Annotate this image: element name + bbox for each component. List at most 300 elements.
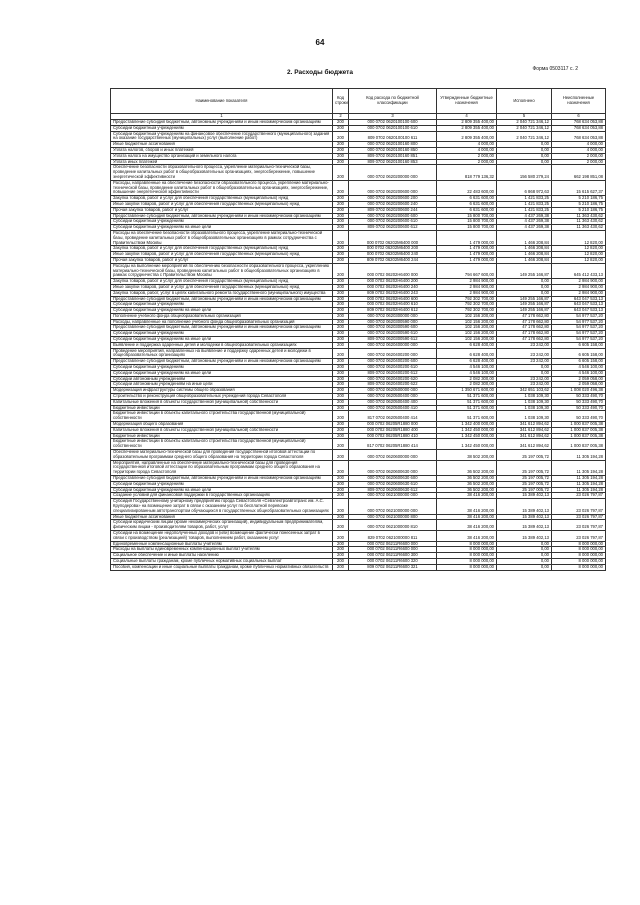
row-budget-code: 809 0702 0620100160 851 <box>349 153 437 159</box>
row-budget-code: 809 0702 0620100100 611 <box>349 131 437 142</box>
row-name: Субсидии бюджетным учреждениям на финансовое обеспечение государственного (муниципального) задания на оказание государственных (муниципальных) услуг (выполнение работ) <box>111 131 333 142</box>
row-approved-amount: 2 000,00 <box>437 159 497 165</box>
row-approved-amount: 38 416 200,00 <box>437 499 497 514</box>
row-executed-amount: 0,00 <box>497 290 552 296</box>
row-budget-code: 000 0702 0620200600 240 <box>349 201 437 207</box>
row-name: Уплата иных платежей <box>111 159 333 165</box>
row-executed-amount: 1 038 109,30 <box>497 411 552 422</box>
header-executed: Исполнено <box>497 89 552 114</box>
row-approved-amount: 2 809 355 400,00 <box>437 125 497 131</box>
row-approved-amount: 4 000,00 <box>437 142 497 148</box>
row-budget-code: 000 0702 0620300590 600 <box>349 325 437 331</box>
row-line-code: 200 <box>333 219 349 225</box>
row-budget-code: 000 0702 0620600630 000 <box>349 460 437 475</box>
row-executed-amount: 4 437 269,38 <box>497 213 552 219</box>
row-approved-amount: 15 800 700,00 <box>437 213 497 219</box>
row-remaining-amount: 23 026 797,87 <box>552 493 606 499</box>
row-name: Прочая закупка товаров, работ и услуг <box>111 207 333 213</box>
row-executed-amount: 341 612 894,62 <box>497 433 552 439</box>
row-executed-amount: 25 197 005,72 <box>497 487 552 493</box>
row-remaining-amount: 12 820,00 <box>552 257 606 263</box>
row-budget-code: 817 0702 0620500400 414 <box>349 411 437 422</box>
row-approved-amount: 818 779 136,32 <box>437 165 497 180</box>
row-executed-amount: 47 178 662,80 <box>497 337 552 343</box>
row-remaining-amount: 8 000 000,00 <box>552 558 606 564</box>
row-line-code: 200 <box>333 564 349 570</box>
row-line-code: 200 <box>333 125 349 131</box>
row-name: Иные бюджетные ассигнования <box>111 514 333 520</box>
row-line-code: 200 <box>333 230 349 245</box>
row-remaining-amount: 1 000 837 005,38 <box>552 439 606 450</box>
row-approved-amount: 4 546 100,00 <box>437 370 497 376</box>
row-approved-amount: 2 809 355 400,00 <box>437 131 497 142</box>
row-executed-amount: 25 197 005,72 <box>497 476 552 482</box>
row-name: Капитальные вложения в объекты государственной (муниципальной) собственности <box>111 427 333 433</box>
row-name: Субсидия Государственному унитарному предприятию города Севастополя «Севэлектроавтотранс им. А.С. Круподерова» на возмещение затрат в связи с оказанием услуг по бесплатной перевозке специализированным автотранспортом обучающихся в государственных общеобразовательных организациях <box>111 499 333 514</box>
row-name: Закупка товаров, работ и услуг для обеспечения государственных (муниципальных) нужд <box>111 279 333 285</box>
row-executed-amount: 2 040 721 346,12 <box>497 120 552 126</box>
row-remaining-amount: 1 008 020 496,38 <box>552 388 606 394</box>
row-remaining-amount: 11 363 430,62 <box>552 213 606 219</box>
row-executed-amount: 149 255 166,87 <box>497 263 552 278</box>
row-executed-amount: 23 242,00 <box>497 342 552 348</box>
row-budget-code: 000 0702 0620600000 000 <box>349 450 437 461</box>
table-row <box>111 180 606 195</box>
row-line-code: 200 <box>333 411 349 422</box>
row-line-code: 200 <box>333 376 349 382</box>
row-name: Социальные выплаты гражданам, кроме публичных нормативных социальных выплат <box>111 558 333 564</box>
row-remaining-amount: 54 977 537,20 <box>552 319 606 325</box>
row-remaining-amount: 11 363 430,62 <box>552 225 606 231</box>
table-row <box>111 165 606 180</box>
row-remaining-amount: 1 000 837 005,38 <box>552 427 606 433</box>
row-remaining-amount: 12 820,00 <box>552 252 606 258</box>
row-approved-amount: 6 631 600,00 <box>437 207 497 213</box>
row-remaining-amount: 645 412 433,13 <box>552 263 606 278</box>
row-executed-amount: 25 197 005,72 <box>497 481 552 487</box>
row-budget-code: 000 0702 0620400200 000 <box>349 348 437 359</box>
row-executed-amount: 4 437 269,38 <box>497 225 552 231</box>
row-line-code: 200 <box>333 553 349 559</box>
table-row <box>111 230 606 245</box>
row-executed-amount: 342 651 103,62 <box>497 388 552 394</box>
row-name: Закупка товаров, работ, услуг в целях капитального ремонта государственного (муниципального) имущества <box>111 290 333 296</box>
row-line-code: 200 <box>333 225 349 231</box>
row-line-code: 200 <box>333 530 349 541</box>
row-approved-amount: 51 371 600,00 <box>437 405 497 411</box>
row-budget-code: 000 0702 06202Н6400 240 <box>349 284 437 290</box>
row-executed-amount: 0,00 <box>497 564 552 570</box>
row-name: Модернизация инфраструктуры системы общего образования <box>111 388 333 394</box>
row-name: Модернизация общего образования <box>111 422 333 428</box>
row-budget-code: 000 0702 0621000000 000 <box>349 493 437 499</box>
row-name: Субсидии бюджетным учреждениям на иные цели <box>111 337 333 343</box>
row-line-code: 200 <box>333 433 349 439</box>
row-approved-amount: 51 371 600,00 <box>437 394 497 400</box>
row-approved-amount: 1 342 450 000,00 <box>437 433 497 439</box>
table-row <box>111 530 606 541</box>
row-remaining-amount: 8 000 000,00 <box>552 553 606 559</box>
row-line-code: 200 <box>333 257 349 263</box>
row-name: Пополнение учебного фонда общеобразовательных организаций <box>111 313 333 319</box>
row-budget-code: 000 0702 0620100160 800 <box>349 142 437 148</box>
row-name: Субсидии на возмещение недополученных доходов и (или) возмещение фактически понесенных затрат в связи с производством (реализацией) товаров, выполнением работ, оказанием услуг <box>111 530 333 541</box>
column-number: 3 <box>349 114 437 120</box>
row-remaining-amount: 50 333 490,70 <box>552 394 606 400</box>
row-remaining-amount: 11 305 194,28 <box>552 476 606 482</box>
row-budget-code: 809 0702 0620300590 612 <box>349 337 437 343</box>
row-budget-code: 000 0702 06202Н6400 610 <box>349 302 437 308</box>
row-line-code: 200 <box>333 337 349 343</box>
row-approved-amount: 2 984 900,00 <box>437 284 497 290</box>
row-line-code: 200 <box>333 394 349 400</box>
row-name: Создание условий для финансовой поддержки в государственных организациях <box>111 493 333 499</box>
row-line-code: 200 <box>333 439 349 450</box>
row-budget-code: 000 0702 0620200600 200 <box>349 196 437 202</box>
row-executed-amount: 0,00 <box>497 153 552 159</box>
row-remaining-amount: 768 634 053,88 <box>552 120 606 126</box>
row-budget-code: 000 0702 0620200600 610 <box>349 219 437 225</box>
row-line-code: 200 <box>333 296 349 302</box>
row-remaining-amount: 50 333 490,70 <box>552 411 606 422</box>
row-name: Субсидии бюджетным учреждениям на иные цели <box>111 308 333 314</box>
row-name: Иные бюджетные ассигнования <box>111 142 333 148</box>
row-budget-code: 000 0702 0620100100 600 <box>349 120 437 126</box>
row-executed-amount: 1 421 833,25 <box>497 201 552 207</box>
row-executed-amount: 47 178 662,80 <box>497 325 552 331</box>
row-line-code: 200 <box>333 308 349 314</box>
row-line-code: 200 <box>333 399 349 405</box>
row-name: Субсидии юридическим лицам (кроме некоммерческих организаций), индивидуальным предпринимателям, физическим лицам - производителям товаров, работ, услуг <box>111 520 333 531</box>
row-approved-amount: 6 628 400,00 <box>437 348 497 359</box>
row-approved-amount: 8 000 000,00 <box>437 564 497 570</box>
row-budget-code: 000 0702 0620400200 620 <box>349 376 437 382</box>
row-budget-code: 000 0702 06211R6600 300 <box>349 553 437 559</box>
table-header-row <box>111 89 606 114</box>
row-line-code: 200 <box>333 476 349 482</box>
row-approved-amount: 102 156 200,00 <box>437 313 497 319</box>
row-approved-amount: 6 628 400,00 <box>437 359 497 365</box>
row-approved-amount: 792 302 700,00 <box>437 296 497 302</box>
row-remaining-amount: 643 047 533,13 <box>552 308 606 314</box>
row-budget-code: 809 0702 06211R6600 321 <box>349 564 437 570</box>
row-remaining-amount: 6 605 158,00 <box>552 348 606 359</box>
column-number: 6 <box>552 114 606 120</box>
row-budget-code: 000 0702 06205R1880 400 <box>349 427 437 433</box>
row-budget-code: 809 0702 0620400200 622 <box>349 382 437 388</box>
header-code: Код расхода по бюджетной классификации <box>349 89 437 114</box>
row-approved-amount: 8 000 000,00 <box>437 547 497 553</box>
row-budget-code: 000 0702 06202Н6400 600 <box>349 296 437 302</box>
row-name: Предоставление субсидий бюджетным, автономным учреждениям и иным некоммерческим организациям <box>111 296 333 302</box>
table-row <box>111 499 606 514</box>
row-executed-amount: 47 178 662,80 <box>497 313 552 319</box>
row-executed-amount: 0,00 <box>497 558 552 564</box>
row-remaining-amount: 4 000,00 <box>552 142 606 148</box>
row-name: Субсидии бюджетным учреждениям на иные цели <box>111 487 333 493</box>
row-approved-amount: 38 502 200,00 <box>437 450 497 461</box>
row-approved-amount: 792 302 700,00 <box>437 308 497 314</box>
row-executed-amount: 1 466 208,84 <box>497 257 552 263</box>
row-remaining-amount: 4 546 100,00 <box>552 370 606 376</box>
row-line-code: 200 <box>333 359 349 365</box>
row-remaining-amount: 23 026 797,87 <box>552 514 606 520</box>
section-title: 2. Расходы бюджета <box>287 69 353 76</box>
row-budget-code: 000 0702 0621000000 800 <box>349 514 437 520</box>
row-remaining-amount: 11 305 194,28 <box>552 481 606 487</box>
row-remaining-amount: 11 363 430,62 <box>552 219 606 225</box>
row-executed-amount: 341 612 894,62 <box>497 422 552 428</box>
row-remaining-amount: 23 026 797,87 <box>552 520 606 531</box>
row-remaining-amount: 11 305 194,28 <box>552 450 606 461</box>
row-budget-code: 000 0702 0620200600 600 <box>349 213 437 219</box>
row-remaining-amount: 2 000,00 <box>552 153 606 159</box>
row-approved-amount: 4 546 100,00 <box>437 365 497 371</box>
row-name: Субсидии бюджетным учреждениям на иные цели <box>111 370 333 376</box>
row-remaining-amount: 5 210 186,75 <box>552 207 606 213</box>
row-executed-amount: 341 612 894,62 <box>497 427 552 433</box>
row-remaining-amount: 768 634 053,88 <box>552 131 606 142</box>
row-name: Иные закупки товаров, работ и услуг для обеспечения государственных (муниципальных) нужд <box>111 252 333 258</box>
row-line-code: 200 <box>333 514 349 520</box>
row-approved-amount: 36 502 200,00 <box>437 487 497 493</box>
row-line-code: 200 <box>333 520 349 531</box>
row-budget-code: 000 0702 0620500400 410 <box>349 405 437 411</box>
row-line-code: 200 <box>333 180 349 195</box>
row-budget-code: 000 0702 0620500000 000 <box>349 388 437 394</box>
row-name: Расходы, направленные на пополнение учебного фонда общеобразовательных организаций <box>111 319 333 325</box>
row-executed-amount: 15 389 402,13 <box>497 520 552 531</box>
row-remaining-amount: 54 977 537,20 <box>552 313 606 319</box>
row-approved-amount: 2 984 900,00 <box>437 290 497 296</box>
row-approved-amount: 38 416 200,00 <box>437 520 497 531</box>
header-line: Код строки <box>333 89 349 114</box>
row-line-code: 200 <box>333 499 349 514</box>
row-name: Уплата налога на имущество организаций и земельного налога <box>111 153 333 159</box>
row-line-code: 200 <box>333 147 349 153</box>
row-approved-amount: 8 000 000,00 <box>437 558 497 564</box>
row-budget-code: 000 0702 06211R6600 320 <box>349 558 437 564</box>
row-line-code: 200 <box>333 142 349 148</box>
header-approved: Утвержденные бюджетные назначения <box>437 89 497 114</box>
row-remaining-amount: 6 605 158,00 <box>552 359 606 365</box>
row-executed-amount: 0,00 <box>497 541 552 547</box>
row-line-code: 200 <box>333 331 349 337</box>
row-line-code: 200 <box>333 252 349 258</box>
row-budget-code: 000 0702 0620400200 600 <box>349 359 437 365</box>
row-budget-code: 000 0702 06202М6400 200 <box>349 246 437 252</box>
table-row <box>111 411 606 422</box>
row-approved-amount: 1 350 671 600,00 <box>437 388 497 394</box>
row-name: Социальное обеспечение и иные выплаты населению <box>111 553 333 559</box>
row-approved-amount: 38 416 200,00 <box>437 493 497 499</box>
row-line-code: 200 <box>333 558 349 564</box>
row-executed-amount: 149 255 166,87 <box>497 308 552 314</box>
row-remaining-amount: 54 977 537,20 <box>552 337 606 343</box>
row-budget-code: 809 0702 0620600630 612 <box>349 487 437 493</box>
row-budget-code: 000 0702 0621000000 000 <box>349 499 437 514</box>
row-executed-amount: 0,00 <box>497 365 552 371</box>
table-body <box>111 120 606 571</box>
row-executed-amount: 15 389 402,13 <box>497 493 552 499</box>
row-name: Иные закупки товаров, работ и услуг для обеспечения государственных (муниципальных) нужд <box>111 201 333 207</box>
row-remaining-amount: 2 059 058,00 <box>552 376 606 382</box>
row-budget-code: 000 0702 06202М6400 240 <box>349 252 437 258</box>
row-budget-code: 000 0702 0620500400 000 <box>349 394 437 400</box>
row-remaining-amount: 54 977 537,20 <box>552 331 606 337</box>
row-budget-code: 817 0702 06205R1880 414 <box>349 439 437 450</box>
table-row <box>111 564 606 570</box>
row-budget-code: 809 0702 0620200600 612 <box>349 225 437 231</box>
row-executed-amount: 0,00 <box>497 142 552 148</box>
row-remaining-amount: 2 059 058,00 <box>552 382 606 388</box>
row-budget-code: 000 0702 0620100100 610 <box>349 125 437 131</box>
row-approved-amount: 22 483 600,00 <box>437 180 497 195</box>
row-budget-code: 000 0702 0620300000 000 <box>349 313 437 319</box>
table-row <box>111 460 606 475</box>
row-approved-amount: 792 302 700,00 <box>437 302 497 308</box>
row-name: Иные закупки товаров, работ и услуг для обеспечения государственных (муниципальных) нужд <box>111 284 333 290</box>
row-remaining-amount: 5 210 186,75 <box>552 201 606 207</box>
row-name: Субсидии бюджетным учреждениям на иные цели <box>111 225 333 231</box>
row-line-code: 200 <box>333 319 349 325</box>
row-budget-code: 809 0702 0620400200 612 <box>349 370 437 376</box>
row-approved-amount: 1 479 000,00 <box>437 252 497 258</box>
row-approved-amount: 1 342 450 000,00 <box>437 427 497 433</box>
row-name: Субсидии бюджетным учреждениям <box>111 125 333 131</box>
row-remaining-amount: 6 605 158,00 <box>552 342 606 348</box>
row-approved-amount: 36 502 200,00 <box>437 460 497 475</box>
row-executed-amount: 341 612 894,62 <box>497 439 552 450</box>
row-name: Бюджетные инвестиции <box>111 433 333 439</box>
row-executed-amount: 1 421 833,25 <box>497 207 552 213</box>
row-approved-amount: 6 631 600,00 <box>437 196 497 202</box>
row-name: Субсидии бюджетным учреждениям <box>111 331 333 337</box>
row-remaining-amount: 643 047 533,13 <box>552 302 606 308</box>
row-approved-amount: 2 809 355 400,00 <box>437 120 497 126</box>
row-line-code: 200 <box>333 460 349 475</box>
row-budget-code: 000 0702 0620400000 000 <box>349 342 437 348</box>
row-remaining-amount: 50 333 490,70 <box>552 405 606 411</box>
column-number: 5 <box>497 114 552 120</box>
row-name: Уплата налогов, сборов и иных платежей <box>111 147 333 153</box>
row-budget-code: 000 0702 0620600630 600 <box>349 476 437 482</box>
row-name: Субсидии автономным учреждениям <box>111 376 333 382</box>
row-approved-amount: 2 082 300,00 <box>437 382 497 388</box>
row-budget-code: 000 0702 0620200000 000 <box>349 165 437 180</box>
row-line-code: 200 <box>333 427 349 433</box>
row-executed-amount: 23 242,00 <box>497 348 552 359</box>
row-budget-code: 829 0702 0621000000 811 <box>349 530 437 541</box>
row-line-code: 200 <box>333 263 349 278</box>
row-line-code: 200 <box>333 342 349 348</box>
row-remaining-amount: 662 198 851,08 <box>552 165 606 180</box>
row-line-code: 200 <box>333 547 349 553</box>
row-executed-amount: 149 255 166,87 <box>497 302 552 308</box>
table-row <box>111 450 606 461</box>
row-remaining-amount: 12 820,00 <box>552 230 606 245</box>
row-name: Бюджетные инвестиции в объекты капитального строительства государственной (муниципальной) собственности <box>111 439 333 450</box>
row-budget-code: 000 0702 06205R1880 410 <box>349 433 437 439</box>
row-name: Мероприятия, направленные на обеспечение материально-технической базы для проведения государственной итоговой аттестации по образовательным программам среднего общего образования на территории города Севастополя <box>111 460 333 475</box>
row-approved-amount: 15 800 700,00 <box>437 225 497 231</box>
row-remaining-amount: 8 000 000,00 <box>552 541 606 547</box>
row-remaining-amount: 2 984 900,00 <box>552 279 606 285</box>
row-approved-amount: 1 342 450 000,00 <box>437 439 497 450</box>
row-name: Субсидии бюджетным учреждениям <box>111 365 333 371</box>
row-executed-amount: 156 580 279,24 <box>497 165 552 180</box>
row-line-code: 200 <box>333 159 349 165</box>
row-approved-amount: 38 416 200,00 <box>437 514 497 520</box>
row-line-code: 200 <box>333 284 349 290</box>
row-line-code: 200 <box>333 388 349 394</box>
row-budget-code: 000 0702 06202Н6400 200 <box>349 279 437 285</box>
row-remaining-amount: 15 615 627,37 <box>552 180 606 195</box>
row-line-code: 200 <box>333 450 349 461</box>
row-line-code: 200 <box>333 365 349 371</box>
row-line-code: 200 <box>333 165 349 180</box>
row-executed-amount: 0,00 <box>497 370 552 376</box>
row-budget-code: 809 0702 0620200600 244 <box>349 207 437 213</box>
row-line-code: 200 <box>333 541 349 547</box>
row-approved-amount: 15 800 700,00 <box>437 219 497 225</box>
row-budget-code: 000 0702 06211R6600 000 <box>349 541 437 547</box>
row-executed-amount: 15 389 402,13 <box>497 514 552 520</box>
row-remaining-amount: 50 333 490,70 <box>552 399 606 405</box>
row-remaining-amount: 768 634 053,88 <box>552 125 606 131</box>
row-remaining-amount: 4 000,00 <box>552 147 606 153</box>
column-number: 4 <box>437 114 497 120</box>
row-executed-amount: 149 255 166,87 <box>497 296 552 302</box>
expenses-table-container <box>110 88 605 571</box>
row-name: Предоставление субсидий бюджетным, автономным учреждениям и иным некоммерческим организациям <box>111 359 333 365</box>
row-line-code: 200 <box>333 131 349 142</box>
row-line-code: 200 <box>333 302 349 308</box>
row-name: Предоставление субсидий бюджетным, автономным учреждениям и иным некоммерческим организациям <box>111 476 333 482</box>
row-budget-code: 000 0702 0620300590 610 <box>349 331 437 337</box>
row-line-code: 200 <box>333 405 349 411</box>
form-code: Форма 0503117 с. 2 <box>532 66 578 72</box>
row-line-code: 200 <box>333 370 349 376</box>
row-remaining-amount: 5 210 186,75 <box>552 196 606 202</box>
column-number: 1 <box>111 114 333 120</box>
row-remaining-amount: 2 984 900,00 <box>552 290 606 296</box>
row-budget-code: 809 0702 06202Н6400 243 <box>349 290 437 296</box>
row-executed-amount: 0,00 <box>497 279 552 285</box>
row-name: Расходы, направленные на обеспечение безопасности образовательного процесса, укрепление материально-технической базы, проведение капитальных работ в общеобразовательных организациях, энергосбережение, повышение энергетической эффективности <box>111 180 333 195</box>
row-approved-amount: 4 000,00 <box>437 147 497 153</box>
row-remaining-amount: 2 000,00 <box>552 159 606 165</box>
row-name: Бюджетные инвестиции в объекты капитального строительства государственной (муниципальной) собственности <box>111 411 333 422</box>
header-remaining: Неисполненные назначения <box>552 89 606 114</box>
row-remaining-amount: 8 000 000,00 <box>552 564 606 570</box>
row-executed-amount: 0,00 <box>497 547 552 553</box>
row-line-code: 200 <box>333 481 349 487</box>
row-remaining-amount: 2 984 900,00 <box>552 284 606 290</box>
row-executed-amount: 47 178 662,80 <box>497 331 552 337</box>
row-executed-amount: 0,00 <box>497 159 552 165</box>
row-line-code: 200 <box>333 120 349 126</box>
row-remaining-amount: 23 026 797,87 <box>552 530 606 541</box>
row-executed-amount: 1 421 833,25 <box>497 196 552 202</box>
row-line-code: 200 <box>333 348 349 359</box>
row-remaining-amount: 4 546 100,00 <box>552 365 606 371</box>
row-line-code: 200 <box>333 207 349 213</box>
row-budget-code: 809 0702 06202М6400 244 <box>349 257 437 263</box>
row-executed-amount: 23 242,00 <box>497 359 552 365</box>
row-remaining-amount: 23 026 797,87 <box>552 499 606 514</box>
row-budget-code: 809 0702 06202Н6400 612 <box>349 308 437 314</box>
